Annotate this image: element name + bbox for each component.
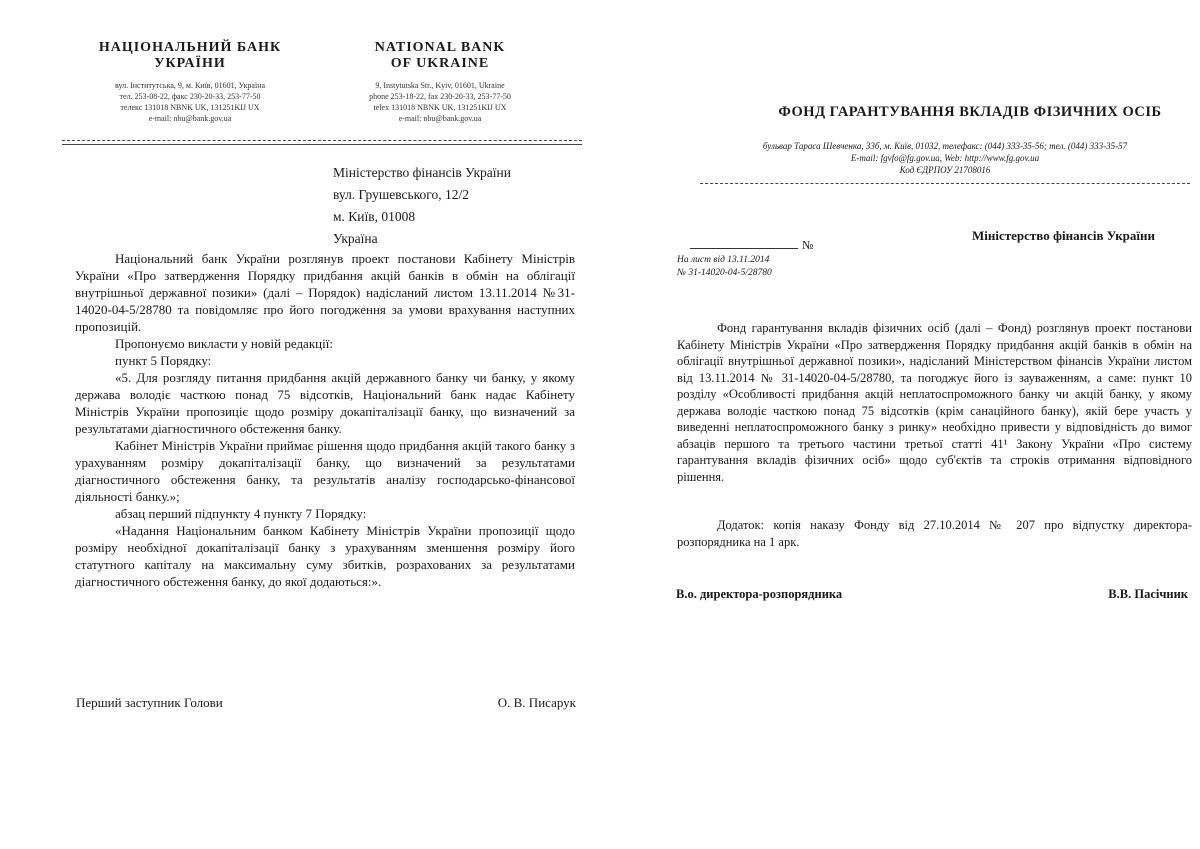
contact-line: Код ЄДРПОУ 21708016 [899,165,991,175]
letter-body [75,250,575,590]
body-paragraph: «5. Для розгляду питання придбання акцій державного банку чи банку, у якому держава володіє часткою понад 75 відсотків, Національний банк надає Кабінету Міністрів України пропозиціє щодо розміру докапіталізації банку, що визначений за результатами діагностичного обстеження банку. [75,370,575,436]
signatory-name: В.В. Пасічник [1108,587,1188,601]
address-line: 9, Instytutska Str., Kyiv, 01601, Ukraine [375,81,505,90]
body-paragraph: Пропонуємо викласти у новій редакції: [115,336,333,351]
contact-line: E-mail: fgvfo@fg.gov.ua, Web: http://www.fg.gov.ua [850,153,1040,163]
body-paragraph: пункт 5 Порядку: [115,353,212,368]
attachment-note: Додаток: копія наказу Фонду від 27.10.2014 № 207 про відпустку директора-розпорядника на 1 арк. [677,518,1192,549]
bank-name-ua-line1: НАЦІОНАЛЬНИЙ БАНК [98,40,282,55]
outgoing-date-line [690,248,798,249]
body-paragraph: Фонд гарантування вкладів фізичних осіб (далі – Фонд) розглянув проект постанови Кабінету Міністрів України «Про затвердження Порядку придбання акцій банків в обмін на облігації внутрішньої державної позики», надісланий Міністерством фінансів України листом від 13.11.2014 № 31-14020-04-5/28780, та погоджує його із зауваженням, а саме: пункт 10 розділу «Особливості придбання акцій неплатоспроможного банку чи акцій банку, у якому держава володіє часткою понад 75 відсотків (крім санаційного банку), якій бере участь у виведенні неплатоспроможного банку з ринку» необхідно привести у відповідність до вимог абзаців першого та третього частини третьої статті 41¹ Закону України «Про систему гарантування вкладів фізичних осіб» щодо суб'єктів та строків отримання відповідного рішення. [677,321,1192,484]
letter-body [677,320,1192,485]
signatory-position: Перший заступник Голови [76,695,223,710]
recipient-line: вул. Грушевського, 12/2 [333,187,469,202]
recipient: Міністерство фінансів України [972,228,1156,243]
body-paragraph: Кабінет Міністрів України приймає рішення щодо придбання акцій такого банку з урахуванням розміру докапіталізації банку, що визначений за результатами діагностичного обстеження банку, та результатів аналізу господарсько-фінансової діяльності банку.»; [75,438,575,504]
bank-address-en [320,80,560,124]
reference-line: На лист від 13.11.2014 [677,255,770,265]
recipient-line: Міністерство фінансів України [333,165,511,180]
body-paragraph: «Надання Національним банком Кабінету Міністрів України пропозиції щодо розміру необхідної докапіталізації банку з урахуванням зменшення розміру його статутного капіталу на максимальну суму збитків, розрахованих за результатами діагностичного обстеження банку, до якої додаються:». [75,523,575,589]
bank-name-en-line1: NATIONAL BANK [374,40,506,55]
address-line: e-mail: nbu@bank.gov.ua [148,114,232,123]
recipient-line: Україна [333,231,378,246]
fund-contacts [700,140,1190,176]
letterhead-ua [70,40,310,124]
address-line: e-mail: nbu@bank.gov.ua [398,114,482,123]
recipient-block [333,162,511,250]
reference-line: № 31-14020-04-5/28780 [677,268,772,278]
signature-block [76,695,576,711]
letterhead-en [320,40,560,124]
dgf-letter [600,0,1200,849]
recipient-line: м. Київ, 01008 [333,209,416,224]
contact-line: бульвар Тараса Шевченка, 33б, м. Київ, 01032, телефакс: (044) 333-35-56; тел. (044) 333-35-57 [762,141,1128,151]
bank-name-ua-line2: УКРАЇНИ [154,56,226,71]
bank-address-ua [70,80,310,124]
address-line: вул. Інститутська, 9, м. Київ, 01601, Україна [114,81,266,90]
outgoing-number: № [802,238,814,252]
header-divider [700,183,1190,184]
address-line: телекс 131018 NBNK UK, 131251KIJ UX [120,103,260,112]
body-paragraph: абзац перший підпункту 4 пункту 7 Порядку: [115,506,367,521]
address-line: phone 253-18-22, fax 230-20-33, 253-77-50 [369,92,511,101]
fund-title: ФОНД ГАРАНТУВАННЯ ВКЛАДІВ ФІЗИЧНИХ ОСІБ [778,104,1162,120]
bank-name-en-line2: OF UKRAINE [390,56,490,71]
signature-block [676,587,1188,602]
header-divider [62,140,582,141]
signatory-name: О. В. Писарук [497,695,576,710]
address-line: тел. 253-08-22, факс 230-20-33, 253-77-50 [119,92,261,101]
signatory-position: В.о. директора-розпорядника [676,587,843,601]
header-divider [62,144,582,145]
address-line: telex 131018 NBNK UK, 131251KIJ UX [373,103,507,112]
body-paragraph: Національний банк України розглянув проект постанови Кабінету Міністрів України «Про затвердження Порядку придбання акцій банків в обмін на облігації внутрішньої державної позики» (далі – Порядок) надісланий листом 13.11.2014 №31-14020-04-5/28780 та повідомляє про його погодження за умови врахування наступних пропозицій. [75,251,575,334]
reference-block [677,254,772,280]
